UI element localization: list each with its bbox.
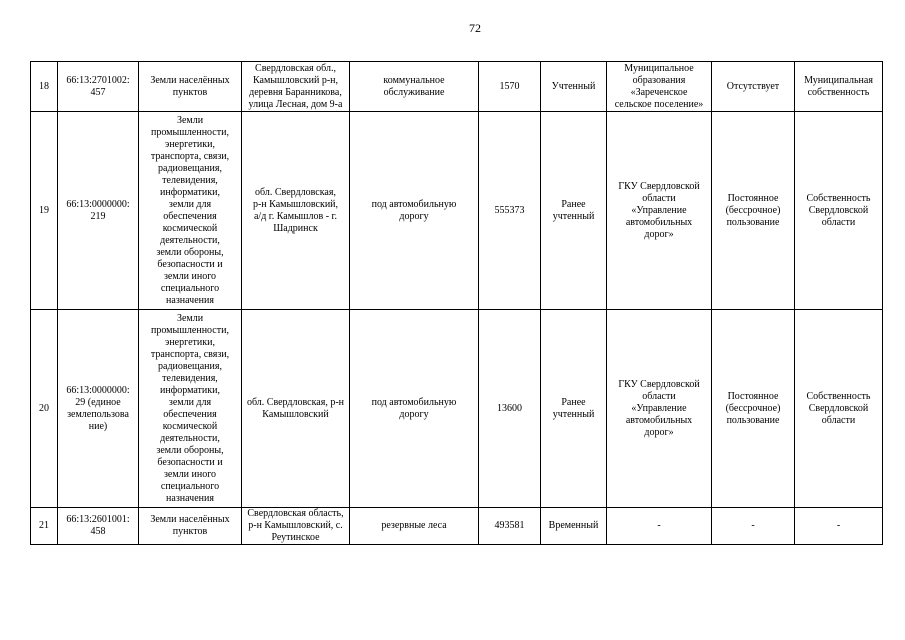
cadastral-number-cell: 66:13:2701002: 457 <box>58 62 139 112</box>
right-holder-cell: Муниципальное образования «Зареченское сельское поселение» <box>607 62 712 112</box>
land-category-cell: Земли населённых пунктов <box>139 508 242 545</box>
row-number-cell: 18 <box>31 62 58 112</box>
row-number-cell: 21 <box>31 508 58 545</box>
right-holder-cell: - <box>607 508 712 545</box>
right-holder-cell: ГКУ Свердловской области «Управление автомобильных дорог» <box>607 310 712 508</box>
area-cell: 1570 <box>479 62 541 112</box>
status-cell: Учтенный <box>541 62 607 112</box>
land-category-cell: Земли населённых пунктов <box>139 62 242 112</box>
table-row <box>31 112 883 310</box>
ownership-cell: Муниципальная собственность <box>795 62 883 112</box>
area-cell: 13600 <box>479 310 541 508</box>
cadastral-number-cell: 66:13:0000000: 219 <box>58 112 139 310</box>
page-number: 72 <box>469 21 481 35</box>
table-body <box>31 62 883 545</box>
ownership-cell: Собственность Свердловской области <box>795 112 883 310</box>
address-cell: обл. Свердловская, р-н Камышловский, а/д г. Камышлов - г. Шадринск <box>242 112 350 310</box>
permitted-use-cell: под автомобильную дорогу <box>350 112 479 310</box>
right-type-cell: Отсутствует <box>712 62 795 112</box>
permitted-use-cell: резервные леса <box>350 508 479 545</box>
land-category-cell: Земли промышленности, энергетики, транспорта, связи, радиовещания, телевидения, информатики, земли для обеспечения космической деятельности, земли обороны, безопасности и земли иного специального назначения <box>139 310 242 508</box>
land-category-cell: Земли промышленности, энергетики, транспорта, связи, радиовещания, телевидения, информатики, земли для обеспечения космической деятельности, земли обороны, безопасности и земли иного специального назначения <box>139 112 242 310</box>
area-cell: 555373 <box>479 112 541 310</box>
table-row <box>31 310 883 508</box>
permitted-use-cell: коммунальное обслуживание <box>350 62 479 112</box>
right-type-cell: Постоянное (бессрочное) пользование <box>712 112 795 310</box>
table-row <box>31 62 883 112</box>
cadastral-number-cell: 66:13:0000000: 29 (единое землепользова ние) <box>58 310 139 508</box>
address-cell: Свердловская обл., Камышловский р-н, деревня Баранникова, улица Лесная, дом 9-а <box>242 62 350 112</box>
row-number-cell: 19 <box>31 112 58 310</box>
area-cell: 493581 <box>479 508 541 545</box>
ownership-cell: Собственность Свердловской области <box>795 310 883 508</box>
row-number-cell: 20 <box>31 310 58 508</box>
status-cell: Временный <box>541 508 607 545</box>
address-cell: обл. Свердловская, р-н Камышловский <box>242 310 350 508</box>
table-row <box>31 508 883 545</box>
status-cell: Ранее учтенный <box>541 310 607 508</box>
address-cell: Свердловская область, р-н Камышловский, с. Реутинское <box>242 508 350 545</box>
right-holder-cell: ГКУ Свердловской области «Управление автомобильных дорог» <box>607 112 712 310</box>
status-cell: Ранее учтенный <box>541 112 607 310</box>
cadastral-number-cell: 66:13:2601001: 458 <box>58 508 139 545</box>
ownership-cell: - <box>795 508 883 545</box>
right-type-cell: - <box>712 508 795 545</box>
right-type-cell: Постоянное (бессрочное) пользование <box>712 310 795 508</box>
land-plots-table <box>30 61 883 545</box>
permitted-use-cell: под автомобильную дорогу <box>350 310 479 508</box>
